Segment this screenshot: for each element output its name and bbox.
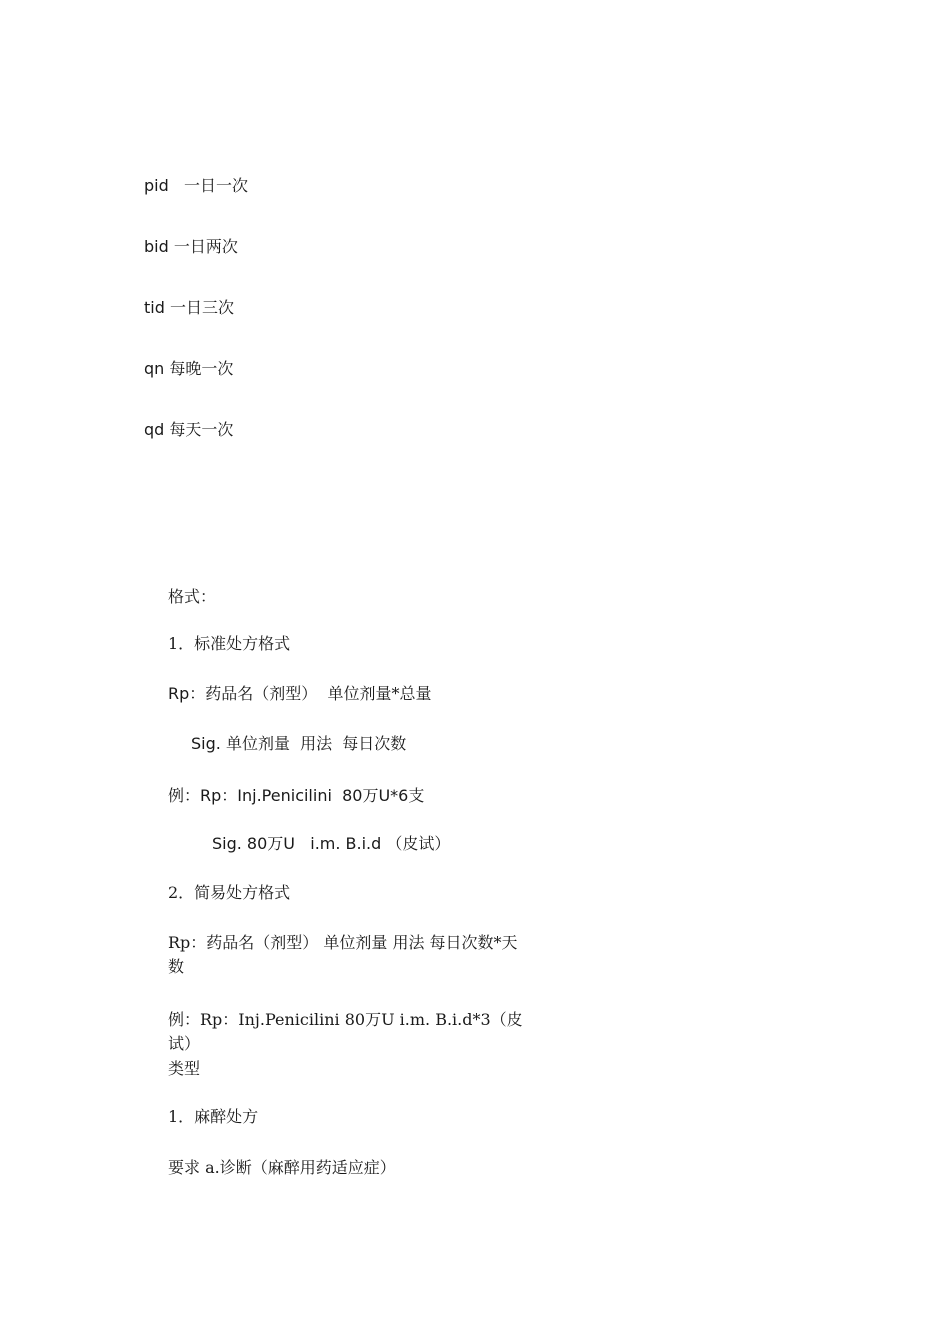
format-heading: 格式： xyxy=(168,587,217,606)
abbreviation-row xyxy=(144,296,234,320)
abbreviation-row xyxy=(144,357,233,381)
standard-example-sig xyxy=(212,832,450,856)
standard-sig-line xyxy=(191,732,406,756)
example-prefix: 例： xyxy=(168,786,201,805)
abbreviation-meaning: 一日两次 xyxy=(173,237,238,256)
rp-text: 药品名（剂型） 单位剂量*总量 xyxy=(205,684,432,703)
simple-example-line: 例：Rp：Inj.Penicilini 80万U i.m. B.i.d*3（皮试） xyxy=(168,1010,523,1053)
abbreviation-code: tid xyxy=(144,298,165,317)
example-sig-text: Sig. 80万U i.m. B.i.d （皮试） xyxy=(212,834,451,853)
abbreviation-meaning: 一日三次 xyxy=(169,298,234,317)
abbreviation-row xyxy=(144,418,233,442)
abbreviation-code: bid xyxy=(144,237,169,256)
standard-rp-line xyxy=(168,682,431,706)
sig-label: Sig. xyxy=(191,734,221,753)
sig-text: 单位剂量 用法 每日次数 xyxy=(225,734,407,753)
narcotic-requirement: 要求 a.诊断（麻醉用药适应症） xyxy=(168,1158,396,1177)
example-rp-text: Rp：Inj.Penicilini 80万U*6支 xyxy=(200,786,425,805)
abbreviation-meaning: 一日一次 xyxy=(184,176,249,195)
abbreviation-meaning: 每天一次 xyxy=(169,420,234,439)
types-heading: 类型 xyxy=(168,1059,201,1078)
abbreviation-code: pid xyxy=(144,176,169,195)
narcotic-heading: 1．麻醉处方 xyxy=(168,1107,259,1126)
abbreviation-code: qd xyxy=(144,420,165,439)
simple-format-heading: 2．简易处方格式 xyxy=(168,883,291,902)
standard-example-rp xyxy=(168,784,424,808)
abbreviation-row xyxy=(144,174,248,198)
standard-format-heading: 1．标准处方格式 xyxy=(168,634,291,653)
abbreviation-meaning: 每晚一次 xyxy=(169,359,234,378)
simple-rp-line: Rp：药品名（剂型） 单位剂量 用法 每日次数*天数 xyxy=(168,933,518,976)
rp-label: Rp： xyxy=(168,684,206,703)
abbreviation-code: qn xyxy=(144,359,165,378)
abbreviation-row xyxy=(144,235,238,259)
